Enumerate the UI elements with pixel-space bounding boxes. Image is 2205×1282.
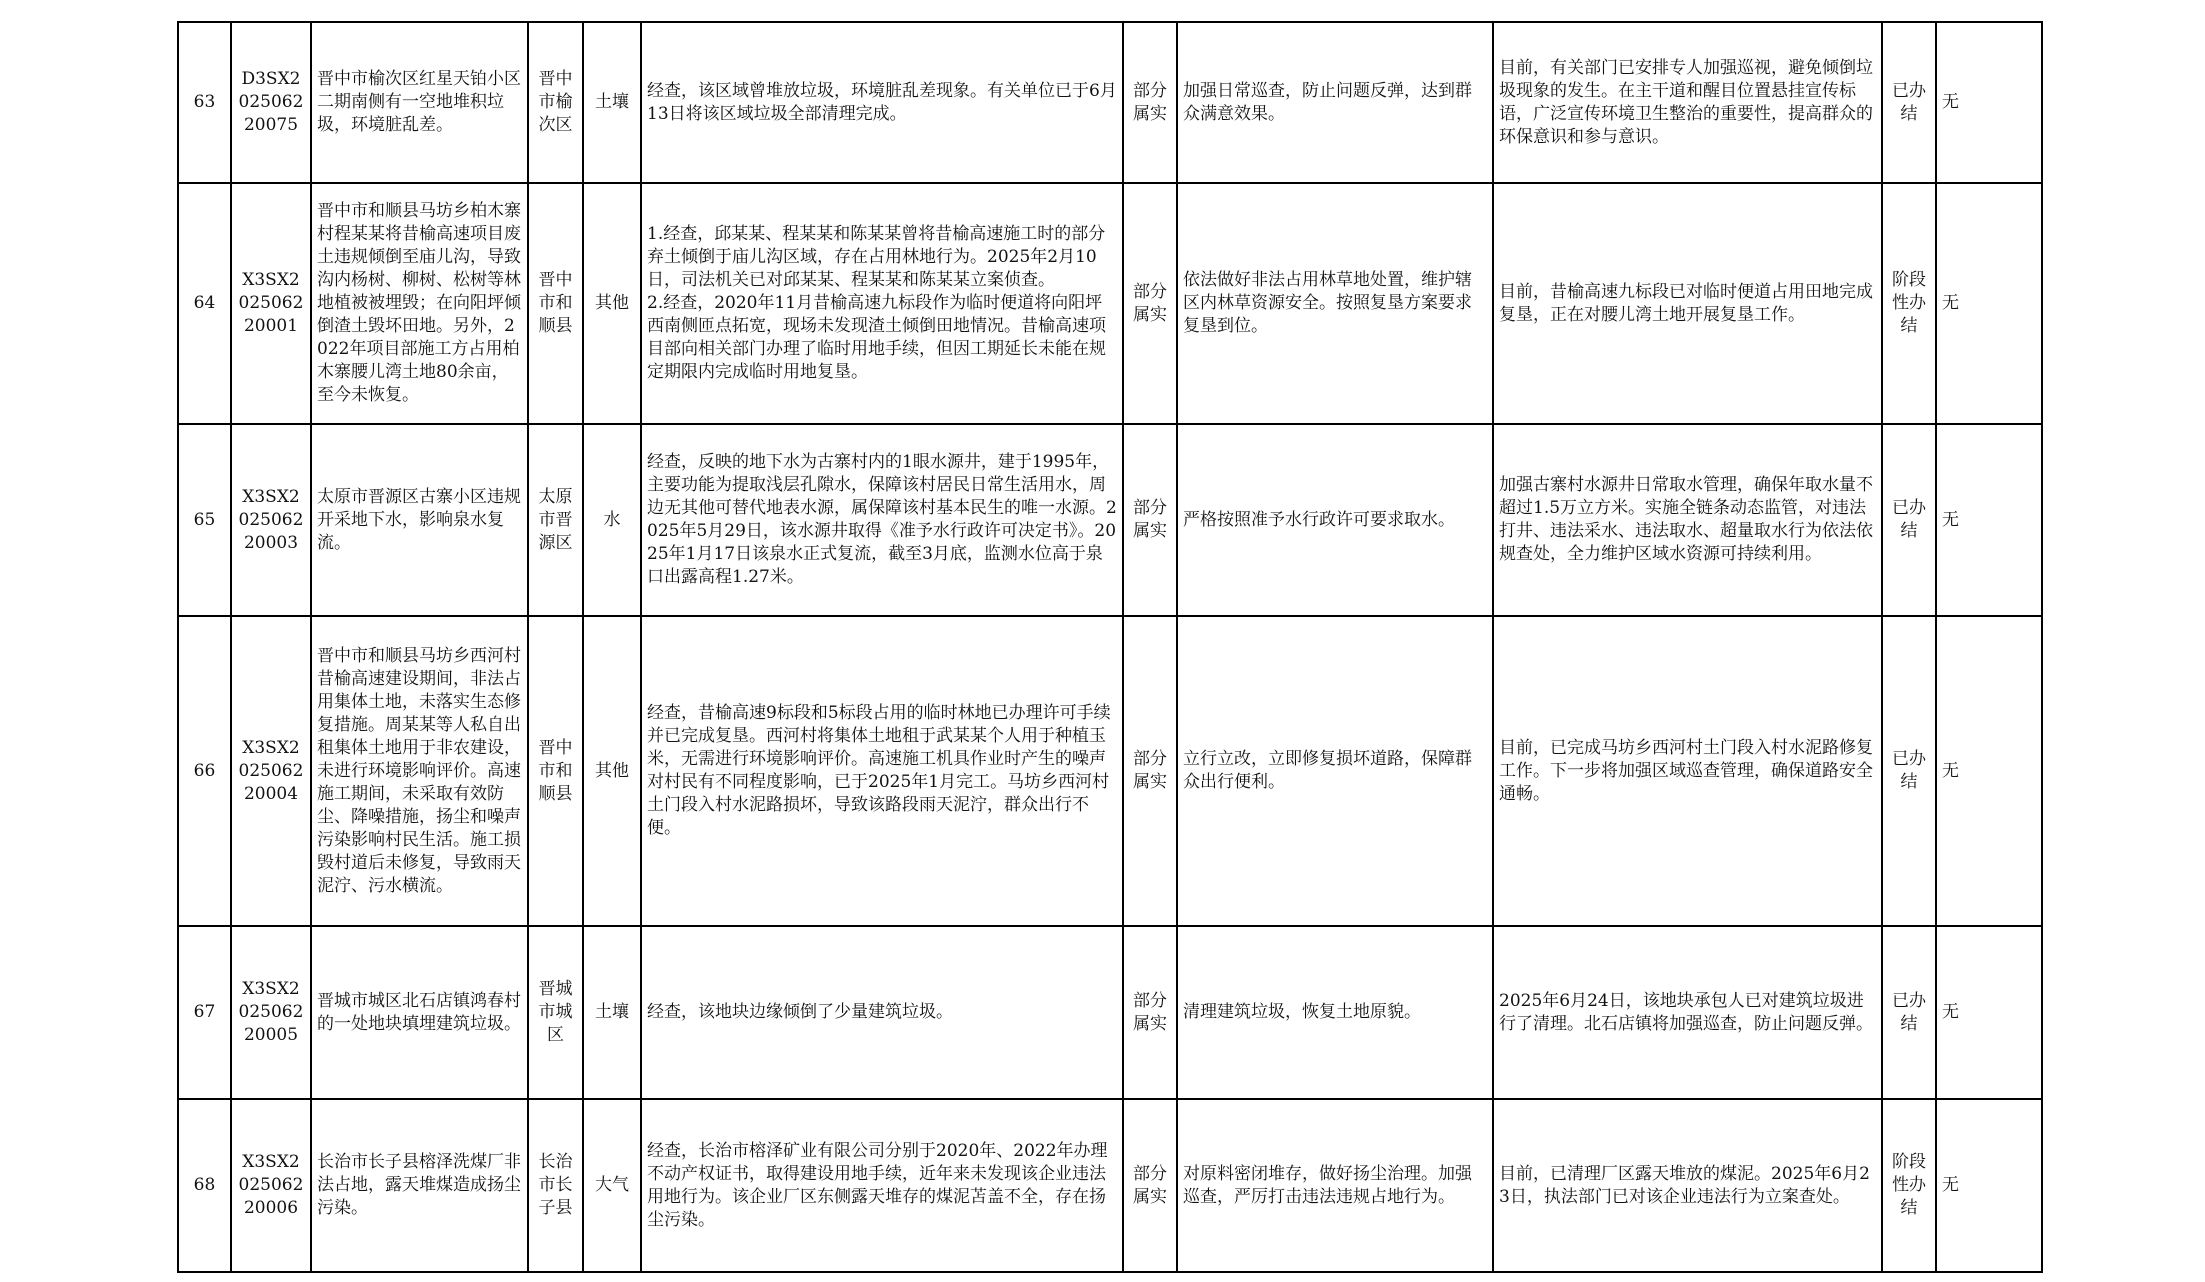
progress: 目前，已清理厂区露天堆放的煤泥。2025年6月23日，执法部门已对该企业违法行为立案查处。 (1493, 1099, 1882, 1272)
accountability: 无 (1936, 616, 2042, 926)
progress: 目前，已完成马坊乡西河村土门段入村水泥路修复工作。下一步将加强区域巡查管理，确保道路安全通畅。 (1493, 616, 1882, 926)
case-code: X3SX2025062200​04 (231, 616, 311, 926)
complaint-content: 晋中市和顺县马坊乡西河村昔榆高速建设期间，非法占用集体土地，未落实生态修复措施。周某某等人私自出租集体土地用于非农建设，未进行环境影响评价。高速施工期间，未采取有效防尘、降噪措施，扬尘和噪声污染影响村民生活。施工损毁村道后未修复，导致雨天泥泞、污水横流。 (311, 616, 528, 926)
finding-status: 部分属实 (1123, 22, 1177, 183)
investigation-result: 经查，反映的地下水为古寨村内的1眼水源井，建于1995年，主要功能为提取浅层孔隙水，保障该村居民日常生活用水，周边无其他可替代地表水源，属保障该村基本民生的唯一水源。2025年5月29日，该水源井取得《准予水行政许可决定书》。2025年1月17日该泉水正式复流，截至3月底，监测水位高于泉口出露高程1.27米。 (641, 424, 1123, 616)
pollution-type: 其他 (583, 616, 641, 926)
case-status: 已办结 (1882, 926, 1936, 1099)
table-row (178, 1099, 2042, 1272)
table-row (178, 926, 2042, 1099)
accountability: 无 (1936, 1099, 2042, 1272)
finding-status: 部分属实 (1123, 183, 1177, 424)
investigation-result: 经查，该地块边缘倾倒了少量建筑垃圾。 (641, 926, 1123, 1099)
region: 晋城市城区 (528, 926, 583, 1099)
row-number: 66 (178, 616, 231, 926)
rectification-plan: 清理建筑垃圾，恢复土地原貌。 (1177, 926, 1493, 1099)
progress: 加强古寨村水源井日常取水管理，确保年取水量不超过1.5万立方米。实施全链条动态监管，对违法打井、违法采水、违法取水、超量取水行为依法依规查处，全力维护区域水资源可持续利用。 (1493, 424, 1882, 616)
case-code: D3SX2025062200​75 (231, 22, 311, 183)
investigation-result: 经查，该区域曾堆放垃圾，环境脏乱差现象。有关单位已于6月13日将该区域垃圾全部清理完成。 (641, 22, 1123, 183)
table-row (178, 616, 2042, 926)
complaint-content: 长治市长子县榕泽洗煤厂非法占地，露天堆煤造成扬尘污染。 (311, 1099, 528, 1272)
pollution-type: 其他 (583, 183, 641, 424)
finding-status: 部分属实 (1123, 926, 1177, 1099)
accountability: 无 (1936, 926, 2042, 1099)
region: 晋中市榆次区 (528, 22, 583, 183)
case-status: 阶段性办结 (1882, 183, 1936, 424)
case-code: X3SX2025062200​05 (231, 926, 311, 1099)
investigation-result: 经查，昔榆高速9标段和5标段占用的临时林地已办理许可手续并已完成复垦。西河村将集体土地租于武某某个人用于种植玉米，无需进行环境影响评价。高速施工机具作业时产生的噪声对村民有不同程度影响，已于2025年1月完工。马坊乡西河村土门段入村水泥路损坏，导致该路段雨天泥泞，群众出行不便。 (641, 616, 1123, 926)
row-number: 65 (178, 424, 231, 616)
complaint-content: 太原市晋源区古寨小区违规开采地下水，影响泉水复流。 (311, 424, 528, 616)
row-number: 64 (178, 183, 231, 424)
case-code: X3SX2025062200​06 (231, 1099, 311, 1272)
row-number: 67 (178, 926, 231, 1099)
case-code: X3SX2025062200​01 (231, 183, 311, 424)
complaint-content: 晋城市城区北石店镇鸿春村的一处地块填埋建筑垃圾。 (311, 926, 528, 1099)
row-number: 68 (178, 1099, 231, 1272)
accountability: 无 (1936, 424, 2042, 616)
rectification-plan: 依法做好非法占用林草地处置，维护辖区内林草资源安全。按照复垦方案要求复垦到位。 (1177, 183, 1493, 424)
case-status: 阶段性办结 (1882, 1099, 1936, 1272)
case-status: 已办结 (1882, 22, 1936, 183)
pollution-type: 大气 (583, 1099, 641, 1272)
finding-status: 部分属实 (1123, 424, 1177, 616)
finding-status: 部分属实 (1123, 616, 1177, 926)
table-row (178, 424, 2042, 616)
pollution-type: 水 (583, 424, 641, 616)
investigation-result: 经查，长治市榕泽矿业有限公司分别于2020年、2022年办理不动产权证书，取得建设用地手续，近年来未发现该企业违法用地行为。该企业厂区东侧露天堆存的煤泥苫盖不全，存在扬尘污染。 (641, 1099, 1123, 1272)
rectification-plan: 立行立改，立即修复损坏道路，保障群众出行便利。 (1177, 616, 1493, 926)
case-status: 已办结 (1882, 424, 1936, 616)
table-body (178, 22, 2042, 1272)
accountability: 无 (1936, 183, 2042, 424)
progress: 目前，昔榆高速九标段已对临时便道占用田地完成复垦，正在对腰儿湾土地开展复垦工作。 (1493, 183, 1882, 424)
rectification-plan: 加强日常巡查，防止问题反弹，达到群众满意效果。 (1177, 22, 1493, 183)
region: 太原市晋源区 (528, 424, 583, 616)
region: 晋中市和顺县 (528, 616, 583, 926)
case-table (177, 21, 2043, 1273)
complaint-content: 晋中市榆次区红星天铂小区二期南侧有一空地堆积垃圾，环境脏乱差。 (311, 22, 528, 183)
progress: 目前，有关部门已安排专人加强巡视，避免倾倒垃圾现象的发生。在主干道和醒目位置悬挂宣传标语，广泛宣传环境卫生整治的重要性，提高群众的环保意识和参与意识。 (1493, 22, 1882, 183)
pollution-type: 土壤 (583, 926, 641, 1099)
case-status: 已办结 (1882, 616, 1936, 926)
pollution-type: 土壤 (583, 22, 641, 183)
finding-status: 部分属实 (1123, 1099, 1177, 1272)
rectification-plan: 严格按照准予水行政许可要求取水。 (1177, 424, 1493, 616)
table-row (178, 183, 2042, 424)
progress: 2025年6月24日，该地块承包人已对建筑垃圾进行了清理。北石店镇将加强巡查，防止问题反弹。 (1493, 926, 1882, 1099)
region: 长治市长子县 (528, 1099, 583, 1272)
accountability: 无 (1936, 22, 2042, 183)
case-code: X3SX2025062200​03 (231, 424, 311, 616)
row-number: 63 (178, 22, 231, 183)
region: 晋中市和顺县 (528, 183, 583, 424)
rectification-plan: 对原料密闭堆存，做好扬尘治理。加强巡查，严厉打击违法违规占地行为。 (1177, 1099, 1493, 1272)
investigation-result: 1.经查，邱某某、程某某和陈某某曾将昔榆高速施工时的部分弃土倾倒于庙儿沟区域，存在占用林地行为。2025年2月10日，司法机关已对邱某某、程某某和陈某某立案侦查。 2.经查，2020年11月昔榆高速九标段作为临时便道将向阳坪西南侧匝点拓宽，现场未发现渣土倾倒田地情况。昔榆高速项目部向相关部门办理了临时用地手续，但因工期延长未能在规定期限内完成临时用地复垦。 (641, 183, 1123, 424)
complaint-content: 晋中市和顺县马坊乡柏木寨村程某某将昔榆高速项目废土违规倾倒至庙儿沟，导致沟内杨树、柳树、松树等林地植被被埋毁；在向阳坪倾倒渣土毁坏田地。另外，2022年项目部施工方占用柏木寨腰儿湾土地80余亩，至今未恢复。 (311, 183, 528, 424)
table-row (178, 22, 2042, 183)
